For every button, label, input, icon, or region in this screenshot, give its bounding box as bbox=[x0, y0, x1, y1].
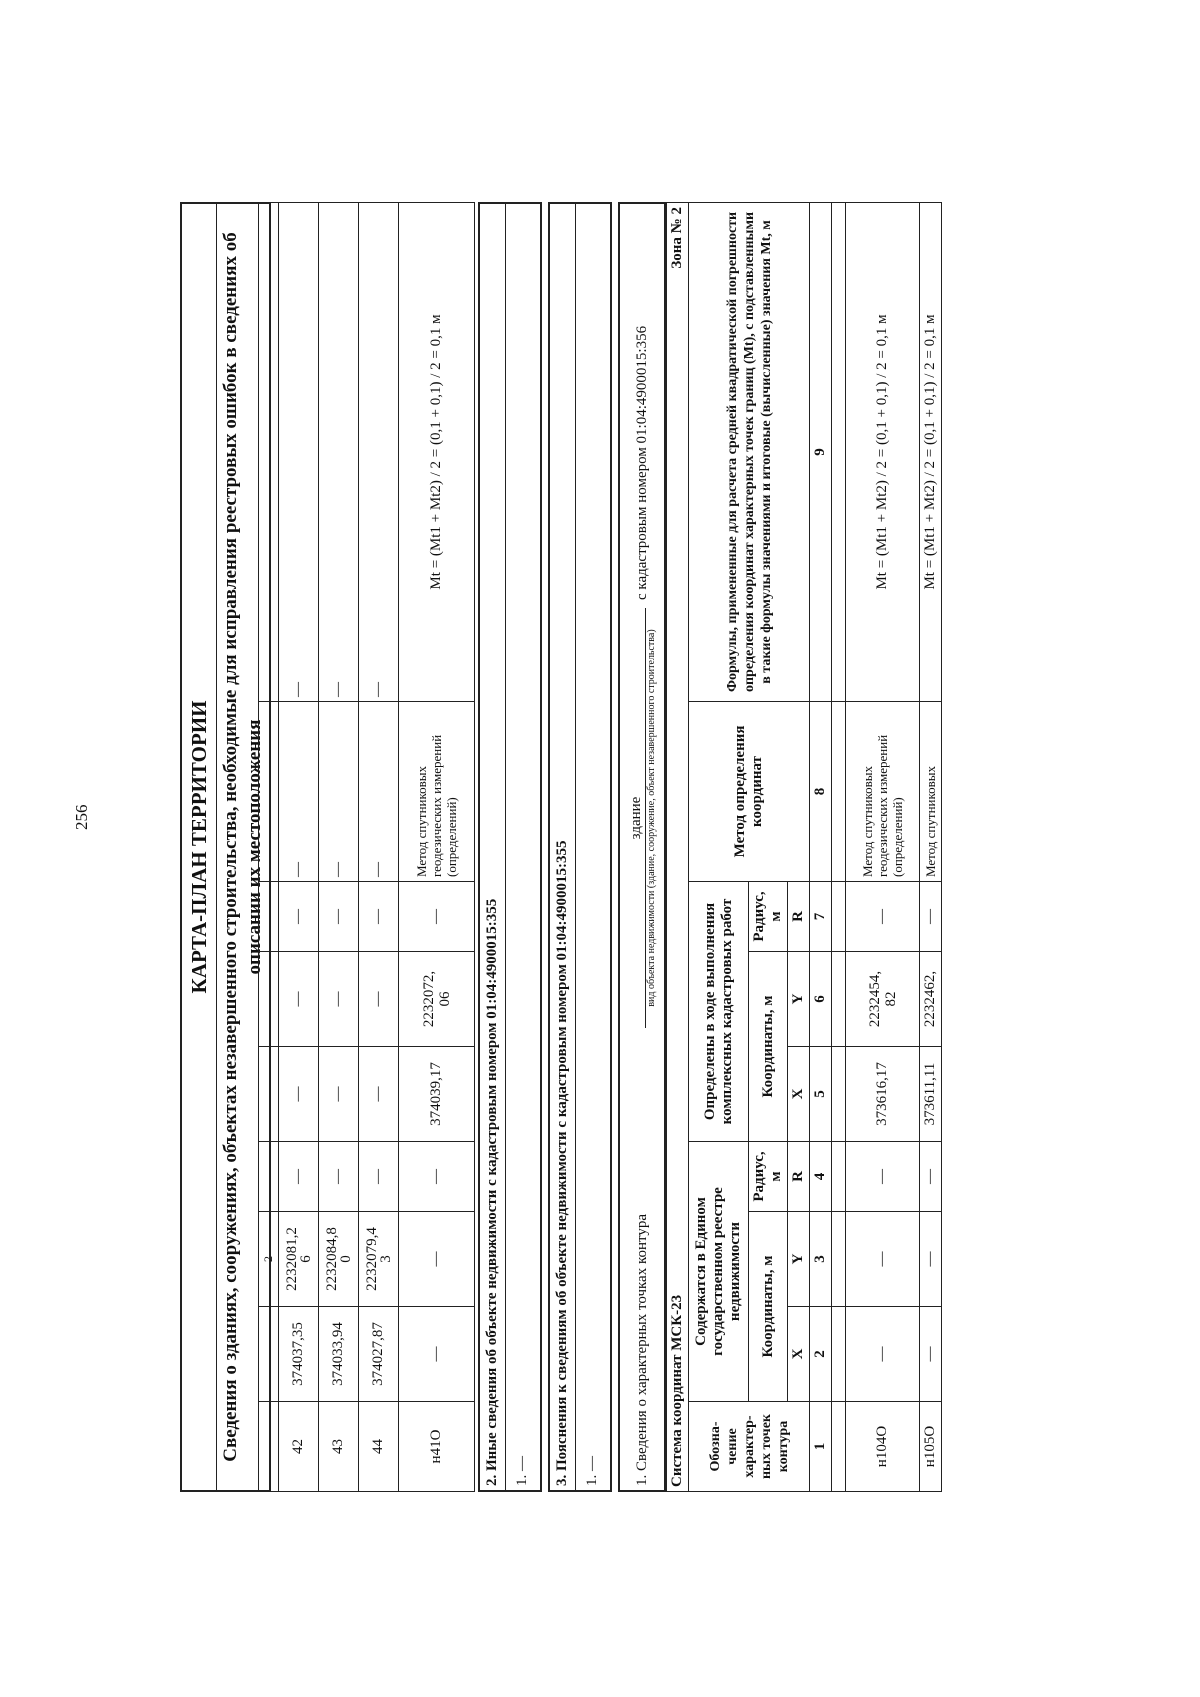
section-3-heading: 3. Пояснения к сведениям об объекте недвижимости с кадастровым номером 01:04:4900015:355 bbox=[549, 203, 575, 1491]
col-number: 2 bbox=[259, 1212, 279, 1307]
document-title: КАРТА-ПЛАН ТЕРРИТОРИИ bbox=[181, 203, 217, 1491]
coord-system: Система координат МСК-23 bbox=[667, 701, 689, 1491]
table-row: 44 374027,87 2232079,4 3 — — — — — — bbox=[359, 203, 399, 1492]
table-row: 43 374033,94 2232084,8 0 — — — — — — bbox=[319, 203, 359, 1492]
zone-label: Зона № 2 bbox=[667, 203, 689, 702]
section-2-heading: 2. Иные сведения об объекте недвижимости с кадастровым номером 01:04:4900015:355 bbox=[479, 203, 505, 1491]
table-row: н104О — — — 373616,17 2232454, 82 — Метод спутниковых геодезических измерений (определений) Mt = (Mt1 + Mt2) / 2 = (0,1 + 0,1) / 2 = 0,1 м bbox=[846, 203, 920, 1492]
contour-points-section: 1. Сведения о характерных точках контура здание вид объекта недвижимости (здание, сооружение, объект незавершенного строительства) с кадастровым номером 01:04:4900015:356 Система координат МСК-23 Зона № 2 Обозна-чение характер-ных точек контура Содержатся в Едином государственном реестре недвижимости Определены в ходе выполнения комплексных кадастровых работ Метод определения координат Формулы, примененные для расчета средней квадратической погрешности определения координат характерных точек границ (Mt), с подставленными в такие формулы значениями и итоговые (вычисленные) значения Mt, м Координаты, м Радиус, м Координаты, м Радиус, м X Y R X Y R 1 2 3 4 5 6 7 8 9 н104О — — — 373616,17 2232454, 82 — Метод спутниковых геодезических измерений (определений) Mt = (Mt1 + Mt2) / 2 = (0,1 + 0,1) / 2 = 0,1 м н105О — — — 373611,11 2232462, — Метод спутниковых Mt = (Mt1 + Mt2) / 2 = (0,1 + 0,1) / 2 = 0,1 м bbox=[618, 202, 942, 1492]
section-heading: Сведения о зданиях, сооружениях, объектах незавершенного строительства, необходимые для исправления реестровых ошибок в сведениях об описании их местоположения bbox=[217, 203, 271, 1491]
section-3-item: 1. — bbox=[575, 203, 611, 1491]
header-designation: Обозна-чение характер-ных точек контура bbox=[689, 1402, 810, 1492]
section-2-item: 1. — bbox=[505, 203, 541, 1491]
header-radius-2: Радиус, м bbox=[749, 882, 788, 952]
header-egrn: Содержатся в Едином государственном реестре недвижимости bbox=[689, 1142, 749, 1402]
header-coords: Координаты, м bbox=[749, 1212, 788, 1402]
cadastral-number: с кадастровым номером 01:04:4900015:356 bbox=[619, 203, 665, 604]
page-number: 256 bbox=[72, 804, 91, 830]
contour-heading: 1. Сведения о характерных точках контура bbox=[619, 1032, 665, 1491]
upper-table bbox=[258, 202, 475, 1492]
column-numbers-row: 1 2 3 4 5 6 7 8 9 bbox=[810, 203, 832, 1492]
object-caption: вид объекта недвижимости (здание, сооружение, объект незавершенного строительства) bbox=[645, 608, 657, 1028]
table-row: 42 374037,35 2232081,2 6 — — — — — — bbox=[279, 203, 319, 1492]
rotated-page bbox=[180, 202, 1060, 1492]
header-coords-2: Координаты, м bbox=[749, 952, 788, 1142]
object-type: здание bbox=[627, 796, 644, 840]
table-row: н41О — — — 374039,17 2232072, 06 — Метод спутниковых геодезических измерений (определений) Mt = (Mt1 + Mt2) / 2 = (0,1 + 0,1) / 2 = 0,1 м bbox=[399, 203, 475, 1492]
header-formula: Формулы, примененные для расчета средней квадратической погрешности определения координат характерных точек границ (Mt), с подставленными в такие формулы значениями и итоговые (вычисленные) значения Mt, м bbox=[689, 203, 810, 702]
table-row: н105О — — — 373611,11 2232462, — Метод спутниковых Mt = (Mt1 + Mt2) / 2 = (0,1 + 0,1) / 2 = 0,1 м bbox=[920, 203, 942, 1492]
header-survey: Определены в ходе выполнения комплексных кадастровых работ bbox=[689, 882, 749, 1142]
header-radius: Радиус, м bbox=[749, 1142, 788, 1212]
section-2 bbox=[478, 202, 542, 1492]
header-method: Метод определения координат bbox=[689, 701, 810, 881]
section-3 bbox=[548, 202, 612, 1492]
